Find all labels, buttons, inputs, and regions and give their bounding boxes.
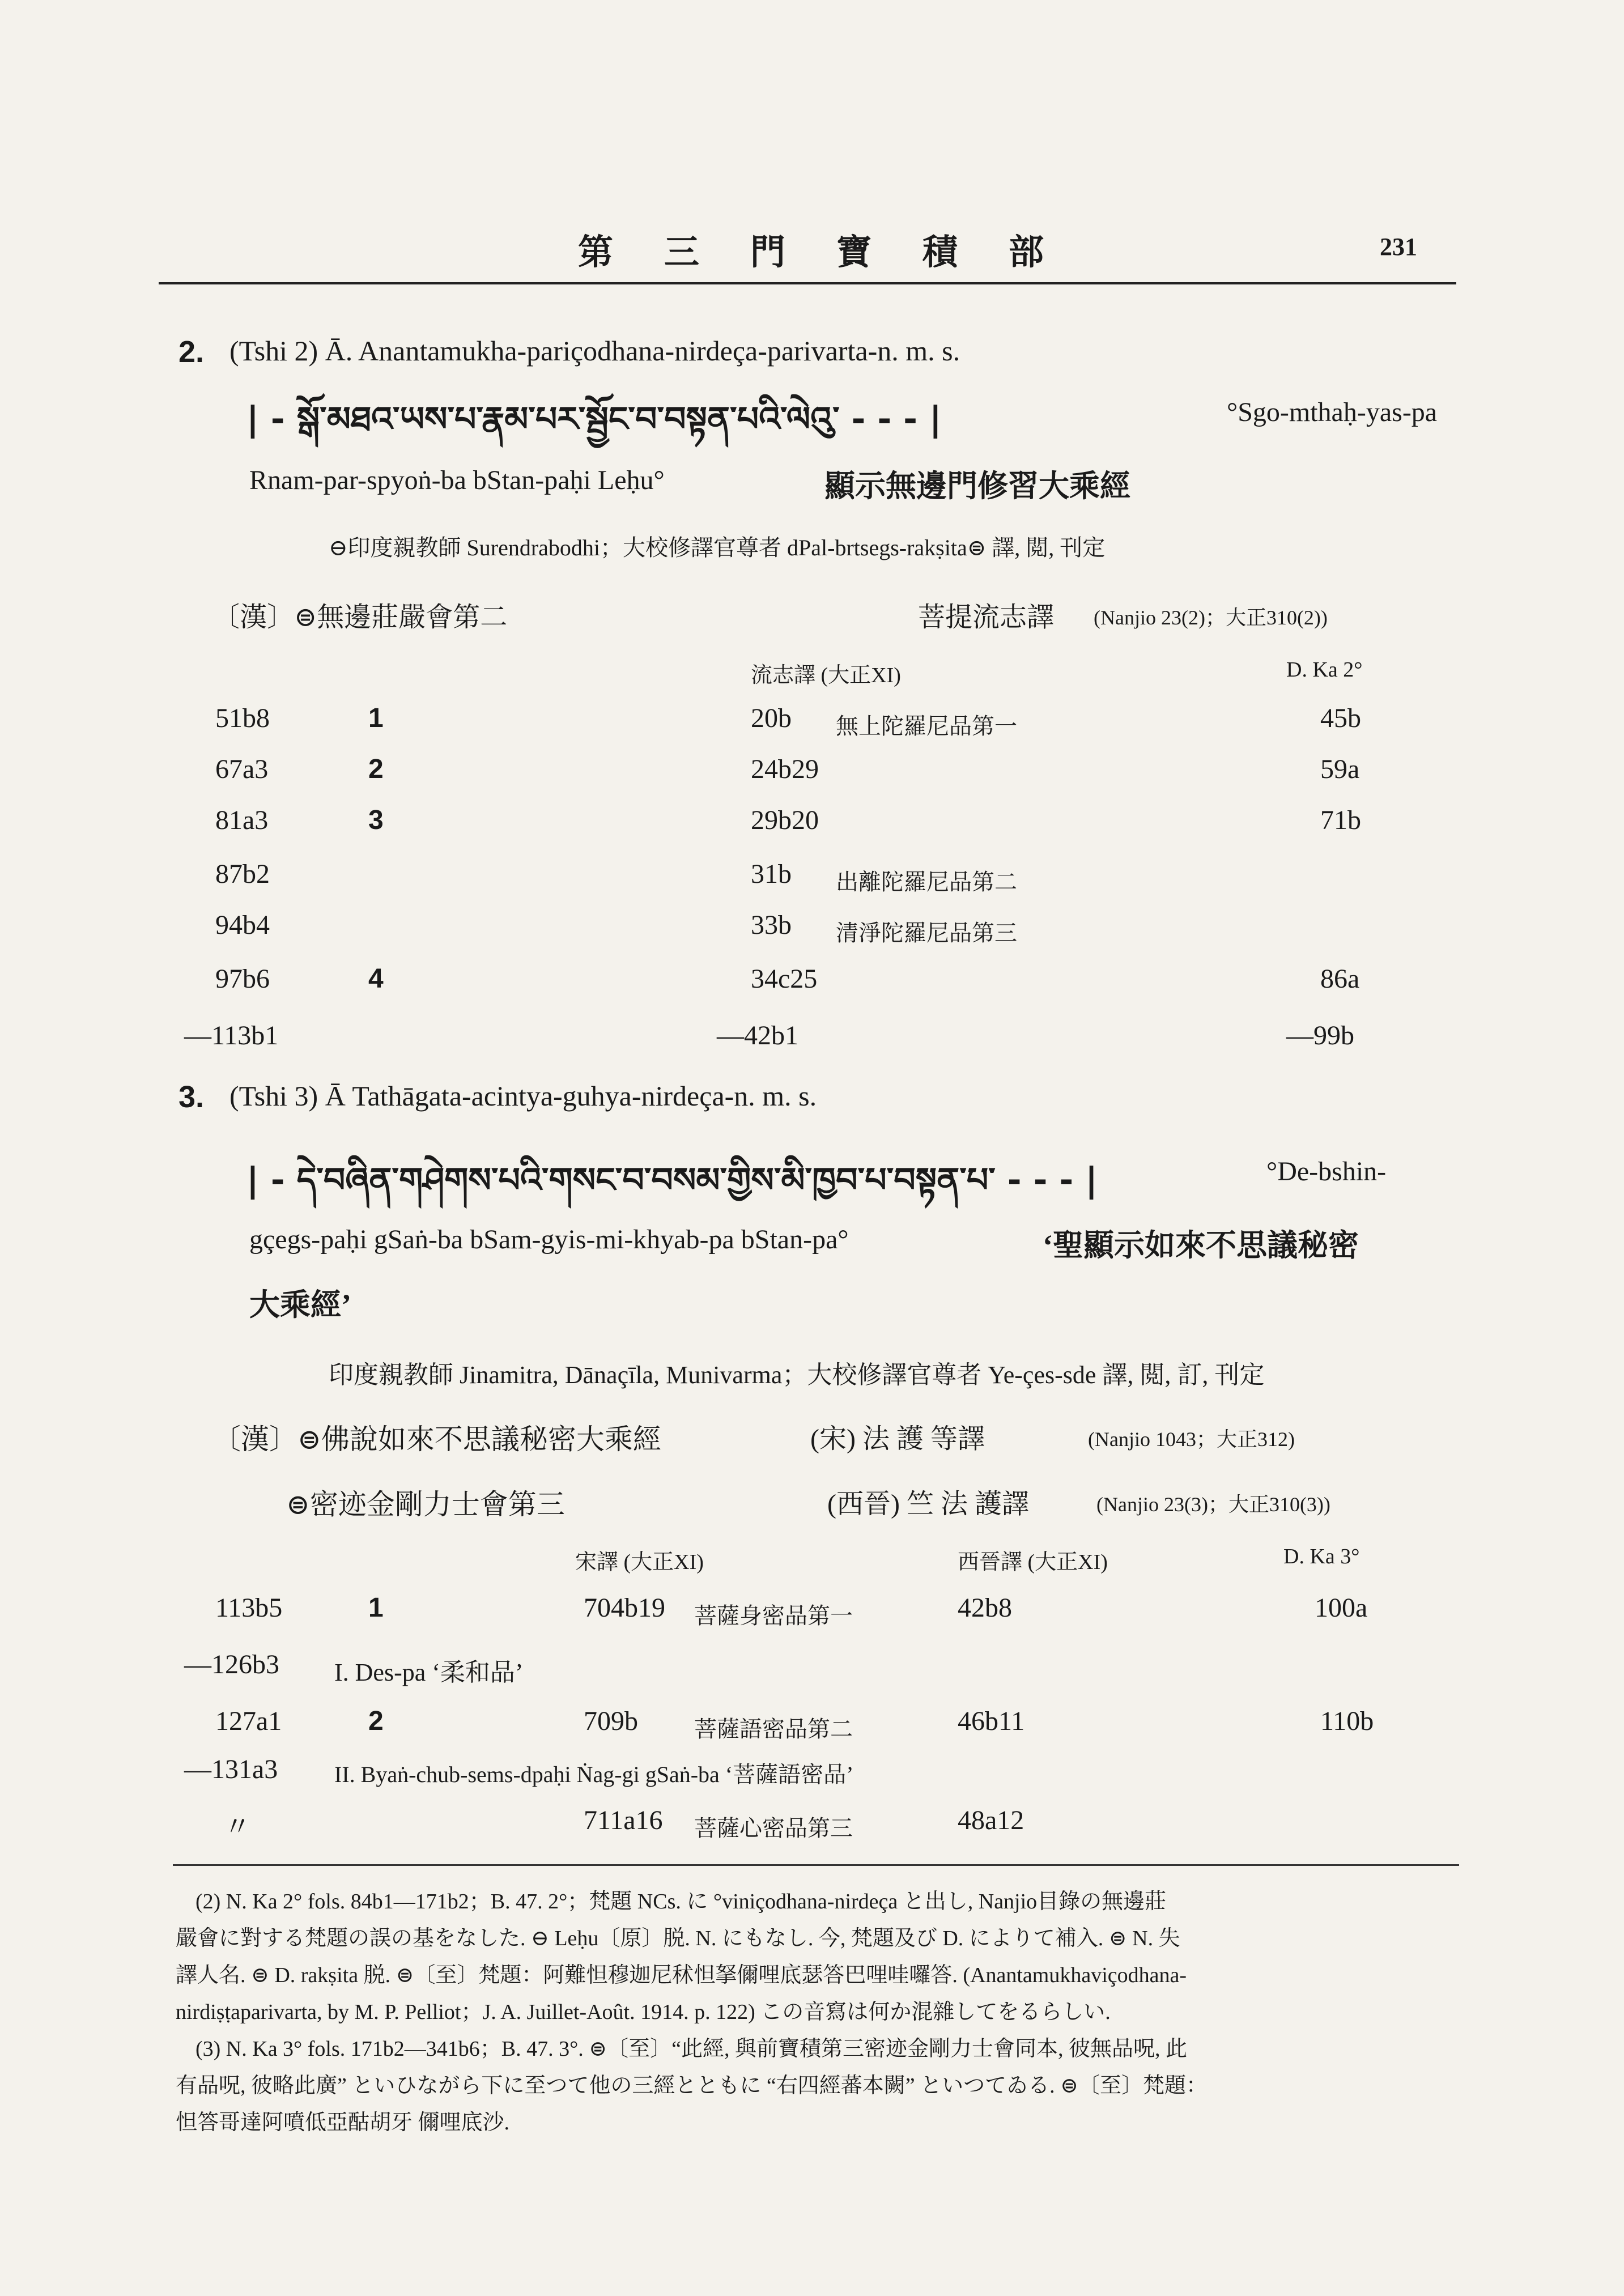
table-cell-folio: 67a3 <box>215 754 269 784</box>
page-number: 231 <box>1380 233 1417 261</box>
entry-2-tibetan: | - སྒོ་མཐའ་ཡས་པ་རྣམ་པར་སྦྱོང་བ་བསྟན་པའི་ལེའུ་ - - - | <box>246 399 942 439</box>
table-cell-derge: 110b <box>1320 1706 1374 1736</box>
table-cell-folio: 94b4 <box>215 910 270 940</box>
entry-3-chinese-version-1: 〔漢〕⊜佛說如來不思議秘密大乘經 <box>212 1423 661 1455</box>
entry-2-title: (Tshi 2) Ā. Anantamukha-pariçodhana-nirdeça-parivarta-n. m. s. <box>229 335 960 367</box>
table-cell-ref: 709b <box>584 1706 638 1736</box>
table-cell-folio: —126b3 <box>184 1649 279 1680</box>
table-cell-chapter: 無上陀羅尼品第一 <box>836 713 1017 739</box>
table-cell-ref: 31b <box>751 859 792 889</box>
table-cell-folio: —131a3 <box>184 1754 278 1784</box>
table-cell-derge: 100a <box>1315 1593 1368 1623</box>
footnote-rule <box>173 1864 1459 1866</box>
header-rule <box>159 282 1456 284</box>
table-cell-folio: 51b8 <box>215 703 270 733</box>
entry-2-number: 2. <box>178 335 205 369</box>
footnote-2-line: 嚴會に對する梵題の誤の基をなした. ⊖ Leḥu〔原〕脱. N. にもなし. 今, 梵題及び D. によりて補入. ⊜ N. 失 <box>176 1927 1180 1950</box>
entry-3-title: (Tshi 3) Ā Tathāgata-acintya-guhya-nirdeça-n. m. s. <box>229 1080 817 1112</box>
entry-3-number: 3. <box>178 1080 205 1114</box>
footnote-3-line: (3) N. Ka 3° fols. 171b2—341b6；B. 47. 3°. ⊜〔至〕“此經, 與前寶積第三密迹金剛力士會同本, 彼無品呪, 此 <box>195 2037 1188 2061</box>
table-cell-folio: —113b1 <box>184 1021 279 1051</box>
table-cell-ref: 20b <box>751 703 792 733</box>
table-cell-folio: 97b6 <box>215 964 270 994</box>
table-cell-chapter-tibetan: I. Des-pa ‘柔和品’ <box>334 1659 524 1686</box>
table-cell-section: 2 <box>368 754 384 784</box>
entry-2-chinese-title: 顯示無邊門修習大乘經 <box>824 469 1130 503</box>
table-cell-section: 4 <box>368 964 384 994</box>
table-cell-folio: 127a1 <box>215 1706 282 1736</box>
table-cell-ref-2: 46b11 <box>958 1706 1025 1736</box>
table-cell-chapter: 出離陀羅尼品第二 <box>836 869 1017 895</box>
entry-3-transliteration-a: °De-bshin- <box>1266 1156 1387 1187</box>
table-cell-ref: 24b29 <box>751 754 819 784</box>
table-cell-ref: —42b1 <box>717 1021 798 1051</box>
footnote-2-line: nirdiṣṭaparivarta, by M. P. Pelliot；J. A. Juillet-Août. 1914. p. 122) この音寫は何か混雜してをるらしい. <box>176 2000 1111 2024</box>
entry-2-translators: ⊖印度親教師 Surendrabodhi；大校修譯官尊者 dPal-brtsegs-rakṣita⊜ 譯, 閲, 刊定 <box>329 535 1106 560</box>
table-cell-derge: 59a <box>1320 754 1360 784</box>
table-cell-derge: —99b <box>1286 1021 1354 1051</box>
table-cell-folio: 113b5 <box>215 1593 283 1623</box>
footnote-3-line: 怛答哥達阿噴低亞酤胡牙 儞哩底沙. <box>176 2111 510 2135</box>
entry-2-chinese-version: 〔漢〕⊜無邊莊嚴會第二 <box>212 602 508 632</box>
table-cell-folio: 87b2 <box>215 859 270 889</box>
table-cell-ref: 711a16 <box>584 1805 663 1835</box>
entry-3-tibetan: | - དེ་བཞིན་གཤེགས་པའི་གསང་བ་བསམ་གྱིས་མི་ཁྱབ་པ་བསྟན་པ་ - - - | <box>246 1160 1098 1200</box>
table-cell-chapter: 菩薩身密品第一 <box>694 1603 853 1629</box>
table-cell-ref: 704b19 <box>584 1593 665 1623</box>
table-cell-derge: 86a <box>1320 964 1360 994</box>
entry-3-chinese-title: ‘聖顯示如來不思議秘密 <box>1043 1228 1359 1262</box>
entry-2-transliteration-a: °Sgo-mthaḥ-yas-pa <box>1227 397 1438 427</box>
running-header-title: 第三門寶積部 <box>578 233 1095 272</box>
entry-2-col-header-mid: 流志譯 (大正XI) <box>751 664 901 687</box>
table-cell-folio: 81a3 <box>215 805 269 835</box>
table-cell-ref: 33b <box>751 910 792 940</box>
entry-3-chinese-version-2: ⊜密迹金剛力士會第三 <box>286 1489 565 1520</box>
table-cell-ref-2: 48a12 <box>958 1805 1024 1835</box>
table-cell-ref-2: 42b8 <box>958 1593 1012 1623</box>
entry-3-chinese-translator-1: (宋) 法 護 等譯 <box>810 1424 985 1454</box>
table-cell-ref: 34c25 <box>751 964 818 994</box>
table-cell-chapter: 菩薩心密品第三 <box>694 1815 853 1841</box>
entry-3-chinese-ref-2: (Nanjio 23(3)；大正310(3)) <box>1096 1493 1330 1516</box>
entry-3-chinese-title-cont: 大乘經’ <box>249 1288 351 1322</box>
table-cell-section: 1 <box>368 703 384 733</box>
table-cell-chapter: 清淨陀羅尼品第三 <box>836 920 1017 946</box>
table-cell-section: 3 <box>368 805 384 835</box>
table-cell-section: 1 <box>368 1593 384 1623</box>
entry-3-translators: 印度親教師 Jinamitra, Dānaçīla, Munivarma；大校修譯官尊者 Ye-çes-sde 譯, 閲, 訂, 刊定 <box>329 1361 1265 1389</box>
entry-2-chinese-ref: (Nanjio 23(2)；大正310(2)) <box>1094 606 1328 629</box>
entry-2-transliteration-b: Rnam-par-spyoṅ-ba bStan-paḥi Leḥu° <box>249 465 665 495</box>
footnote-2-line: 譯人名. ⊜ D. rakṣita 脱. ⊜〔至〕梵題：阿難怛穆迦尼秫怛拏儞哩底瑟答巴哩哇囉答. (Anantamukhaviçodhana- <box>176 1963 1187 1987</box>
entry-3-chinese-translator-2: (西晉) 竺 法 護譯 <box>827 1489 1029 1519</box>
entry-3-col-header-3: D. Ka 3° <box>1283 1545 1360 1568</box>
table-cell-chapter-tibetan: II. Byaṅ-chub-sems-dpaḥi Ṅag-gi gSaṅ-ba ‘菩薩語密品’ <box>334 1762 854 1787</box>
entry-3-col-header-1: 宋譯 (大正XI) <box>575 1550 704 1574</box>
table-cell-derge: 45b <box>1320 703 1361 733</box>
entry-3-col-header-2: 西晉譯 (大正XI) <box>958 1550 1108 1574</box>
entry-3-transliteration-b: gçegs-paḥi gSaṅ-ba bSam-gyis-mi-khyab-pa bStan-pa° <box>249 1224 849 1255</box>
table-cell-chapter: 菩薩語密品第二 <box>694 1716 853 1742</box>
footnote-2-line: (2) N. Ka 2° fols. 84b1—171b2；B. 47. 2°；梵題 NCs. に °viniçodhana-nirdeça と出し, Nanjio目錄の無邊莊 <box>195 1890 1167 1914</box>
entry-2-col-header-right: D. Ka 2° <box>1286 658 1363 682</box>
table-cell-ref: 29b20 <box>751 805 819 835</box>
entry-2-chinese-translator: 菩提流志譯 <box>918 602 1055 632</box>
entry-3-chinese-ref-1: (Nanjio 1043；大正312) <box>1088 1428 1295 1451</box>
table-cell-folio: 〃 <box>224 1812 252 1842</box>
table-cell-derge: 71b <box>1320 805 1361 835</box>
table-cell-section: 2 <box>368 1706 384 1736</box>
footnote-3-line: 有品呪, 彼略此廣” といひながら下に至つて他の三經とともに “右四經蕃本闕” といつてゐる. ⊜〔至〕梵題： <box>176 2074 1208 2098</box>
